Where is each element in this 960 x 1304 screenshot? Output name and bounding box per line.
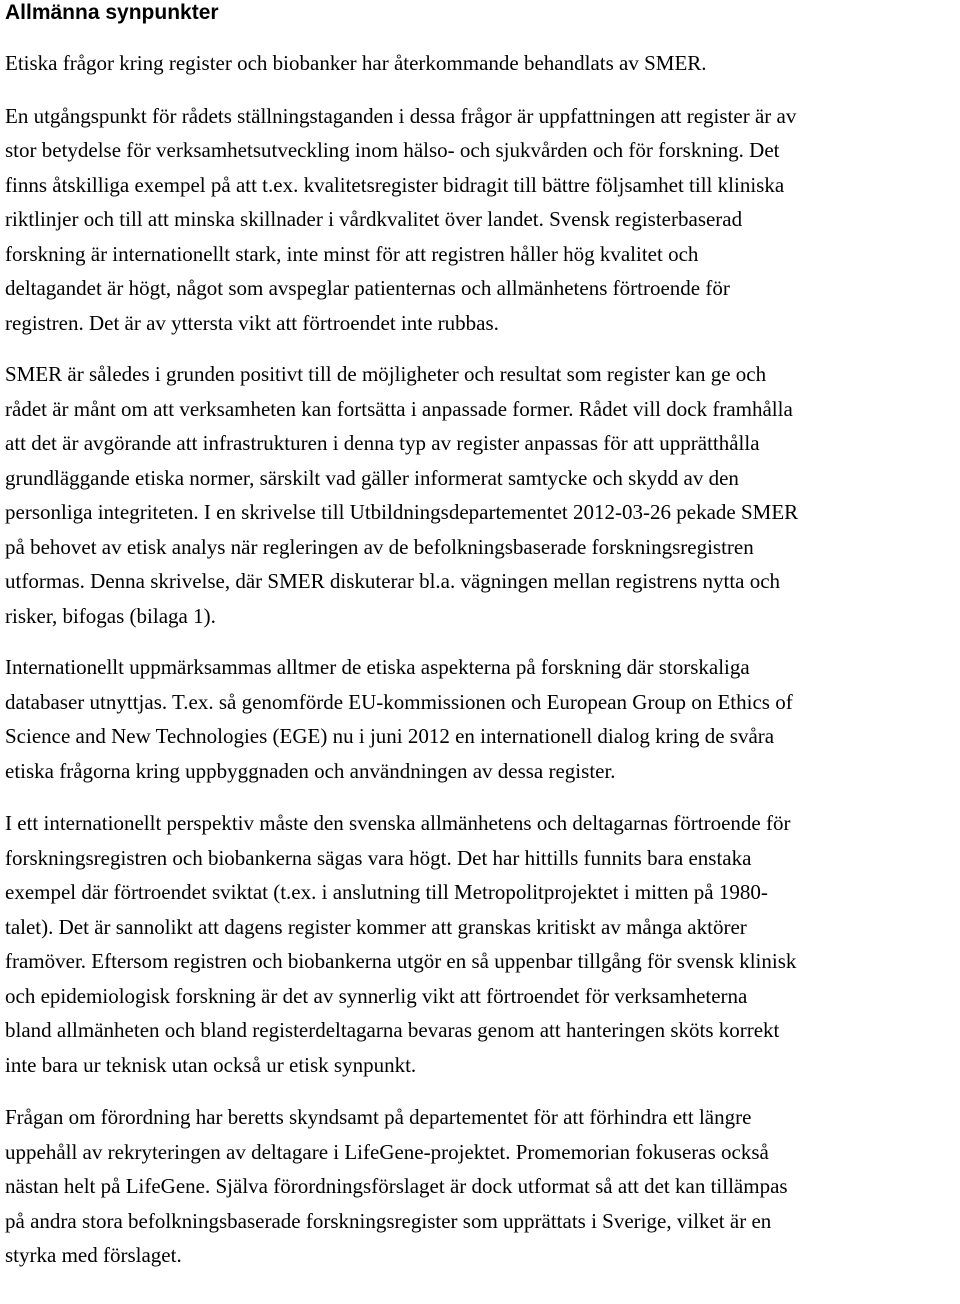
paragraph-line: att det är avgörande att infrastrukturen i denna typ av register anpassas för att upprätthålla (5, 431, 760, 455)
paragraph-3 (5, 357, 960, 633)
paragraph-1 (5, 46, 960, 81)
paragraph-line: En utgångspunkt för rådets ställningstaganden i dessa frågor är uppfattningen att register är av (5, 103, 797, 128)
paragraph-line: finns åtskilliga exempel på att t.ex. kvalitetsregister bidragit till bättre följsamhet till kliniska (5, 172, 785, 197)
paragraph-line: uppehåll av rekryteringen av deltagare i LifeGene-projektet. Promemorian fokuseras också (5, 1139, 769, 1164)
paragraph-line: SMER är således i grunden positivt till de möjligheter och resultat som register kan ge och (5, 362, 767, 386)
paragraph-line: framöver. Eftersom registren och biobankerna utgör en så uppenbar tillgång för svensk klinisk (5, 949, 797, 973)
paragraph-line: databaser utnyttjas. T.ex. så genomförde EU-kommissionen och European Group on Ethics of (5, 689, 793, 714)
paragraph-line: risker, bifogas (bilaga 1). (5, 603, 216, 628)
paragraph-line: personliga integriteten. I en skrivelse till Utbildningsdepartementet 2012-03-26 pekade SMER (5, 500, 799, 524)
paragraph-line: nästan helt på LifeGene. Själva förordningsförslaget är dock utformat så att det kan tillämpas (5, 1174, 788, 1198)
paragraph-line: Etiska frågor kring register och biobanker har återkommande behandlats av SMER. (5, 51, 707, 75)
paragraph-2 (5, 99, 960, 341)
paragraph-line: på behovet av etisk analys när regleringen av de befolkningsbaserade forskningsregistren (5, 534, 754, 559)
paragraph-line: deltagandet är högt, något som avspeglar patienternas och allmänhetens förtroende för (5, 276, 730, 300)
paragraph-line: och epidemiologisk forskning är det av synnerlig vikt att förtroendet för verksamheterna (5, 983, 748, 1008)
paragraph-line: Internationellt uppmärksammas alltmer de etiska aspekterna på forskning där storskaliga (5, 655, 750, 679)
paragraph-line: registren. Det är av yttersta vikt att förtroendet inte rubbas. (5, 310, 499, 335)
paragraph-line: exempel där förtroendet sviktat (t.ex. i anslutning till Metropolitprojektet i mitten på 1980- (5, 880, 768, 904)
paragraph-line: inte bara ur teknisk utan också ur etisk synpunkt. (5, 1052, 417, 1077)
paragraph-line: Science and New Technologies (EGE) nu i juni 2012 en internationell dialog kring de svåra (5, 724, 775, 748)
paragraph-6 (5, 1100, 960, 1273)
paragraph-line: styrka med förslaget. (5, 1243, 182, 1267)
paragraph-line: forskningsregistren och biobankerna sägas vara högt. Det har hittills funnits bara enstaka (5, 845, 752, 870)
paragraph-line: rådet är månt om att verksamheten kan fortsätta i anpassade former. Rådet vill dock framhålla (5, 396, 793, 421)
paragraph-line: forskning är internationellt stark, inte minst för att registren håller hög kvalitet och (5, 241, 699, 266)
paragraph-line: etiska frågorna kring uppbyggnaden och användningen av dessa register. (5, 758, 616, 783)
paragraph-line: på andra stora befolkningsbaserade forskningsregister som upprättats i Sverige, vilket är en (5, 1208, 772, 1233)
paragraph-line: grundläggande etiska normer, särskilt vad gäller informerat samtycke och skydd av den (5, 465, 739, 490)
paragraph-line: Frågan om förordning har beretts skyndsamt på departementet för att förhindra ett längre (5, 1105, 752, 1129)
paragraph-line: talet). Det är sannolikt att dagens register kommer att granskas kritiskt av många aktörer (5, 914, 747, 939)
paragraph-line: riktlinjer och till att minska skillnader i vårdkvalitet över landet. Svensk registerbaserad (5, 207, 743, 231)
paragraph-5 (5, 806, 960, 1082)
paragraph-line: I ett internationellt perspektiv måste den svenska allmänhetens och deltagarnas förtroende för (5, 811, 791, 835)
paragraph-line: stor betydelse för verksamhetsutveckling inom hälso- och sjukvården och för forskning. Det (5, 138, 780, 162)
section-heading: Allmänna synpunkter (5, 1, 219, 24)
paragraph-line: utformas. Denna skrivelse, där SMER diskuterar bl.a. vägningen mellan registrens nytta och (5, 569, 781, 593)
document-page (5, 0, 960, 1273)
paragraph-line: bland allmänheten och bland registerdeltagarna bevaras genom att hanteringen sköts korrekt (5, 1018, 780, 1042)
paragraph-4 (5, 650, 960, 788)
